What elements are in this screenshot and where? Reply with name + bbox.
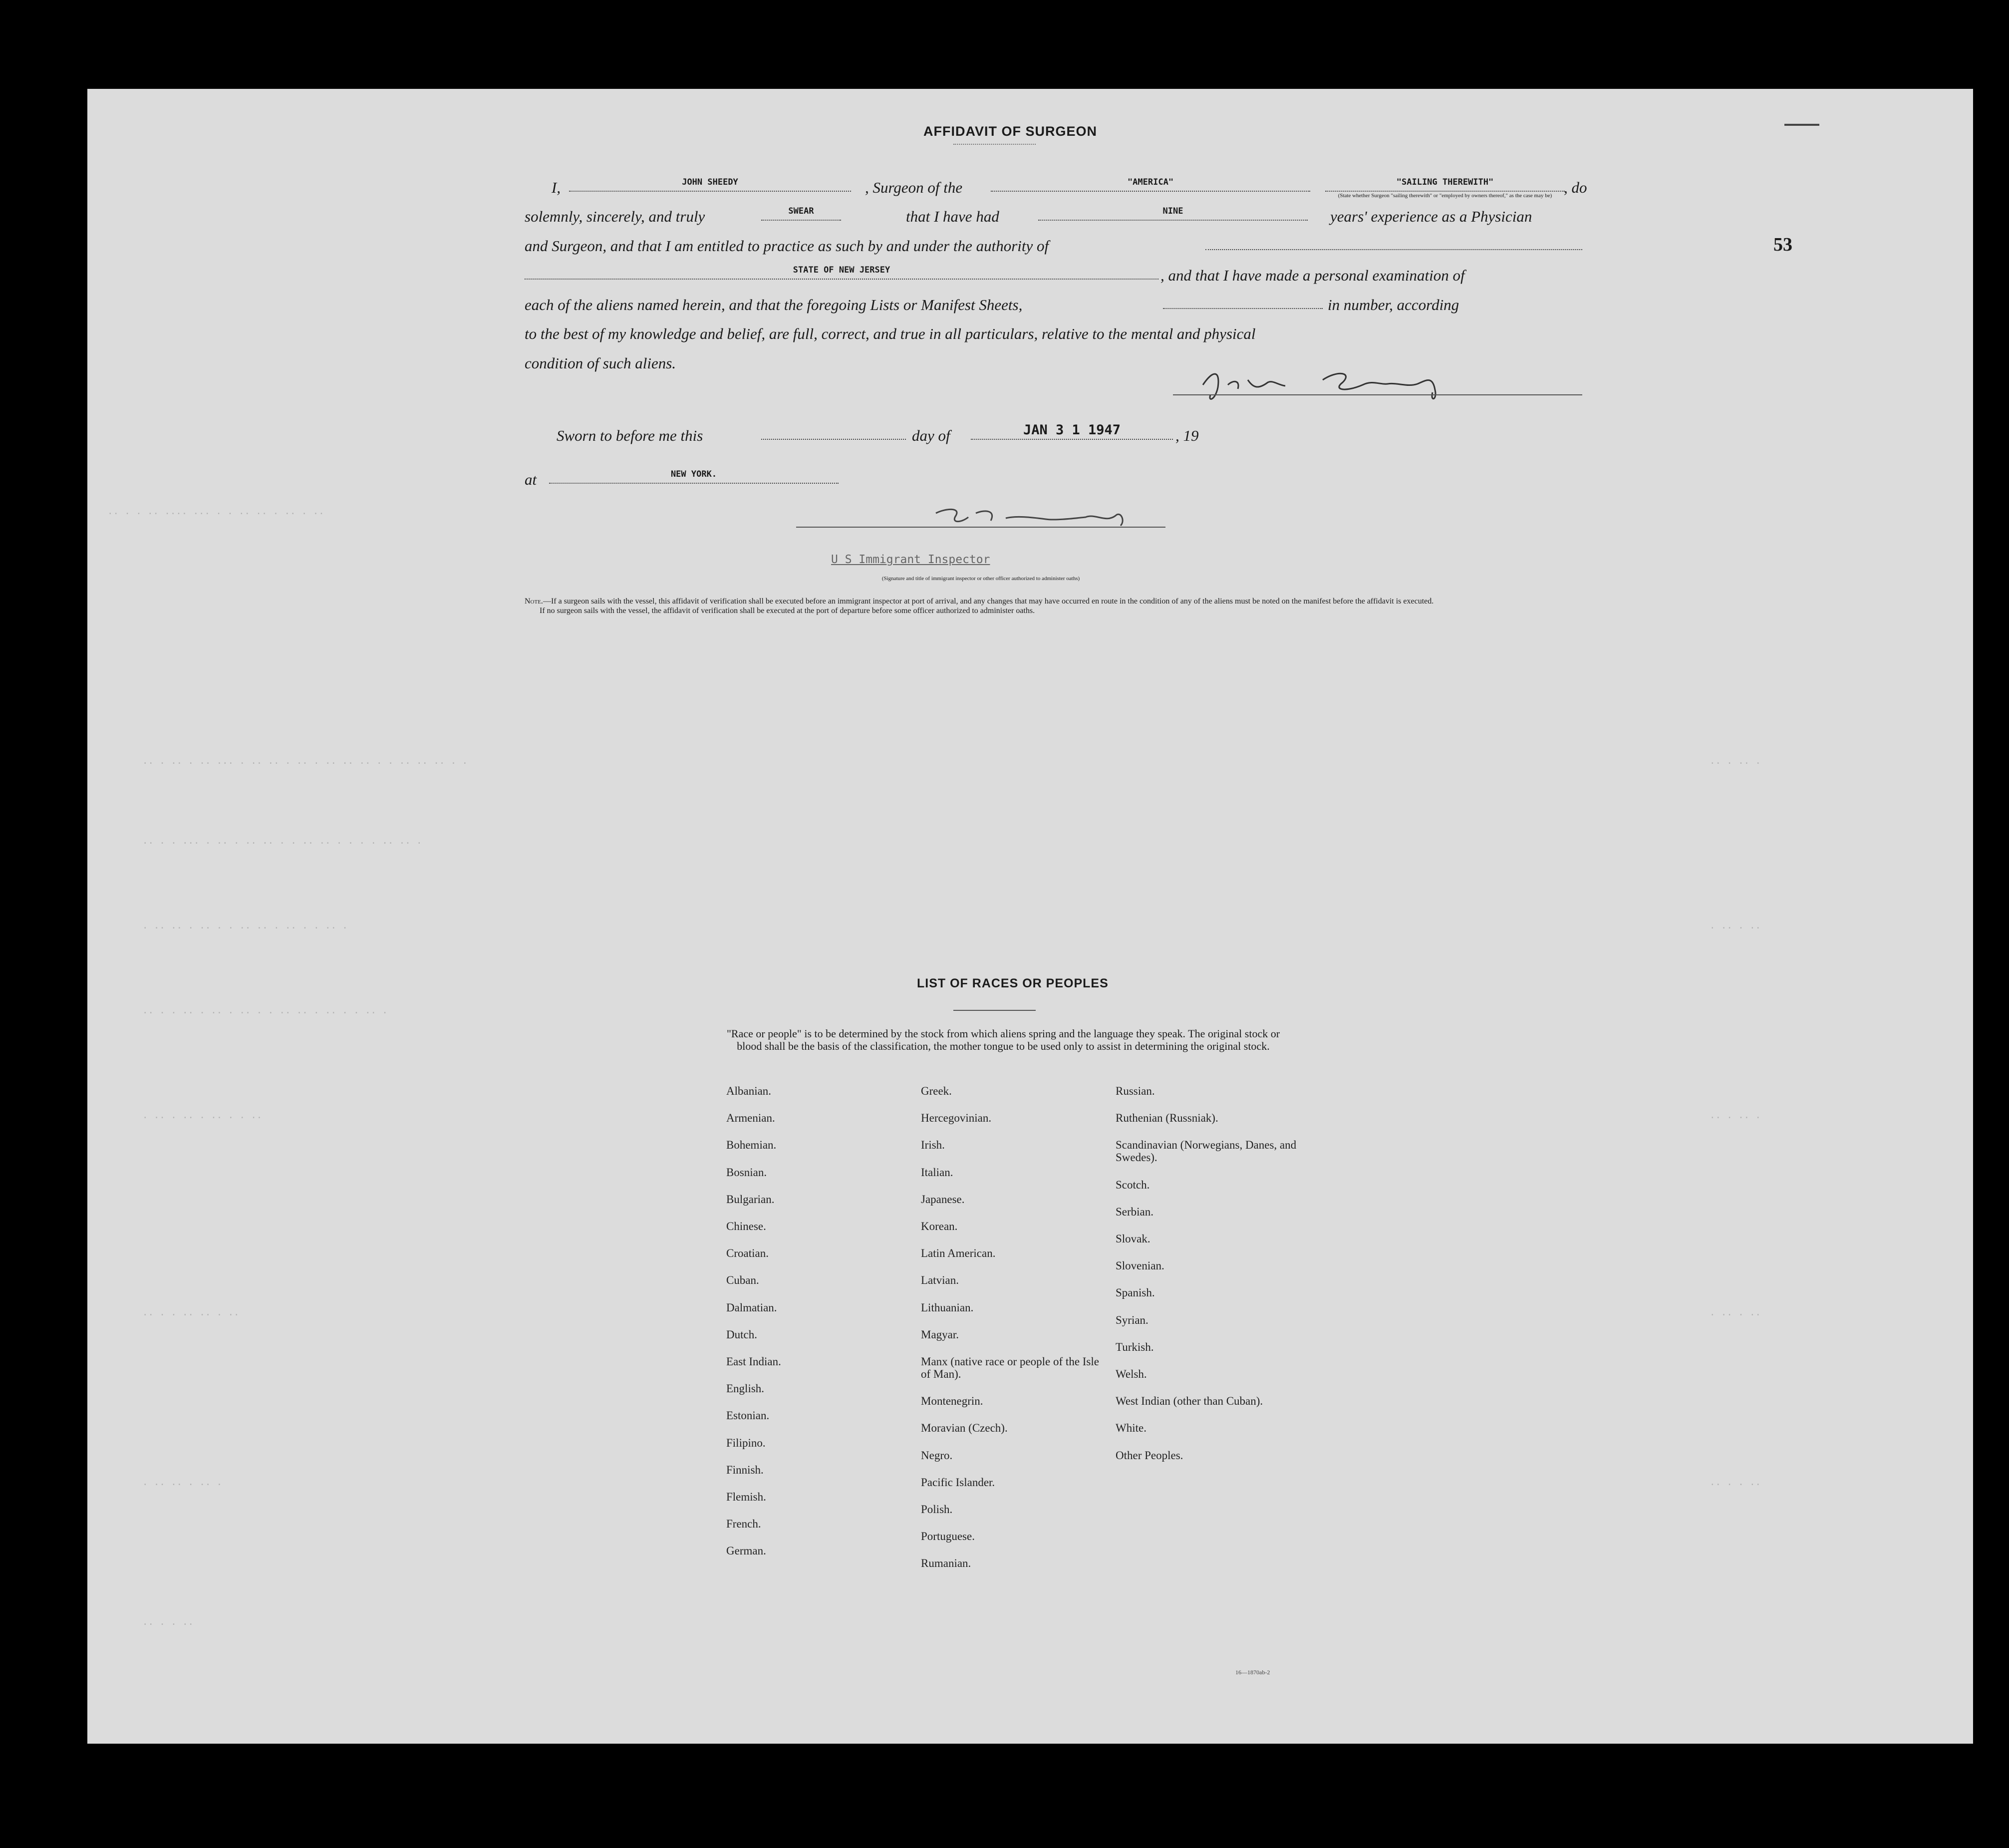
affidavit-text: condition of such aliens.	[525, 354, 676, 372]
bleed-through-text: .. . . .. .. . ..	[142, 1307, 240, 1318]
surgeon-signature	[1173, 371, 1582, 401]
races-column-2	[921, 1085, 1106, 1684]
race-item: West Indian (other than Cuban).	[1116, 1395, 1263, 1408]
race-item: Flemish.	[726, 1491, 766, 1503]
race-item: Bosnian.	[726, 1166, 767, 1179]
bleed-through-text: .. . . ..	[142, 1616, 194, 1627]
note-label: Note.	[525, 597, 543, 606]
affidavit-text: that I have had	[906, 208, 999, 225]
punch-hole	[47, 1206, 87, 1235]
affidavit-text: to the best of my knowledge and belief, are full, correct, and true in all particulars, relative to the mental and physical	[525, 325, 1256, 342]
race-item: Cuban.	[726, 1274, 759, 1287]
race-item: Bulgarian.	[726, 1193, 775, 1206]
race-item: Dalmatian.	[726, 1301, 777, 1314]
sailing-note: (State whether Surgeon "sailing therewith" or "employed by owners thereof," as the case may be)	[1338, 193, 1552, 199]
race-item: French.	[726, 1518, 761, 1531]
sworn-day-field[interactable]	[761, 424, 906, 440]
punch-hole	[47, 602, 87, 631]
race-item: White.	[1116, 1422, 1147, 1435]
race-item: Portuguese.	[921, 1530, 975, 1543]
inspector-signature	[796, 498, 1165, 533]
race-item: Japanese.	[921, 1193, 965, 1206]
race-item: English.	[726, 1382, 765, 1395]
race-item: Polish.	[921, 1503, 953, 1516]
place-field[interactable]: NEW YORK.	[549, 468, 839, 484]
punch-hole	[47, 1445, 87, 1475]
affidavit-text: , do	[1564, 179, 1587, 196]
note-text: —If a surgeon sails with the vessel, this affidavit of verification shall be executed before an immigrant inspector at port of arrival, and any changes that may have occurred en route in the condition of any of the aliens must be noted on the manifest before the affidavit is executed.	[543, 597, 1434, 606]
affidavit-text: solemnly, sincerely, and truly	[525, 208, 705, 225]
affidavit-text: years' experience as a Physician	[1330, 208, 1532, 225]
bleed-through-text: .. . . .. . .. . .. . . .. .. . .. . . .. .	[142, 1005, 388, 1016]
race-item: Bohemian.	[726, 1139, 777, 1152]
sworn-text: day of	[912, 427, 950, 444]
race-item: Dutch.	[726, 1328, 757, 1341]
bleed-through-text: .. . .. .	[1710, 755, 1761, 766]
affidavit-title: AFFIDAVIT OF SURGEON	[923, 124, 1097, 139]
authority-field[interactable]: STATE OF NEW JERSEY	[525, 264, 1158, 280]
race-item: Chinese.	[726, 1220, 766, 1232]
races-intro: "Race or people" is to be determined by the stock from which aliens spring and the language they speak. The original stock or blood shall be the basis of the classification, the mother tongue to be used only to assist in determining the original stock.	[726, 1027, 1280, 1052]
race-item: Latvian.	[921, 1274, 959, 1287]
bleed-through-text: .. . .. .	[1710, 1110, 1761, 1121]
race-item: Armenian.	[726, 1112, 775, 1125]
oath-field[interactable]: SWEAR	[761, 205, 841, 221]
race-item: Latin American.	[921, 1247, 996, 1260]
race-item: Ruthenian (Russniak).	[1116, 1112, 1218, 1125]
races-title-underline	[953, 1010, 1036, 1011]
race-item: German.	[726, 1544, 766, 1557]
race-item: Spanish.	[1116, 1286, 1155, 1299]
bleed-through-text: . .. . ..	[1710, 920, 1761, 931]
page-number: 53	[1773, 234, 1792, 255]
race-item: East Indian.	[726, 1355, 781, 1368]
affidavit-text: and Surgeon, and that I am entitled to practice as such by and under the authority of	[525, 237, 1049, 255]
race-item: Estonian.	[726, 1409, 770, 1422]
races-column-1	[726, 1085, 906, 1684]
inspector-caption: (Signature and title of immigrant inspector or other officer authorized to administer oaths)	[881, 576, 1080, 582]
vessel-field[interactable]: "AMERICA"	[991, 176, 1310, 192]
race-item: Russian.	[1116, 1085, 1155, 1097]
race-item: Rumanian.	[921, 1557, 971, 1570]
race-item: Croatian.	[726, 1247, 769, 1260]
surgeon-name-field[interactable]: JOHN SHEEDY	[569, 176, 851, 192]
note-text-2: If no surgeon sails with the vessel, the affidavit of verification shall be executed at the port of departure before some officer authorized to administer oaths.	[540, 607, 1035, 615]
race-item: Greek.	[921, 1085, 952, 1097]
affidavit-note	[525, 597, 1583, 616]
sheet-count-field[interactable]	[1163, 293, 1323, 309]
inspector-title: U S Immigrant Inspector	[831, 553, 990, 566]
punch-hole	[47, 1129, 87, 1159]
race-item: Turkish.	[1116, 1340, 1154, 1353]
race-item: Korean.	[921, 1220, 958, 1232]
punch-hole	[47, 1525, 87, 1555]
race-item: Finnish.	[726, 1463, 764, 1476]
form-number: 16—1870ab-2	[1235, 1669, 1270, 1676]
sworn-text: Sworn to before me this	[557, 427, 703, 444]
bleed-through-text: .. . . .. .... ... . . .. .. . .. . ..	[107, 506, 324, 517]
affidavit-text: each of the aliens named herein, and that the foregoing Lists or Manifest Sheets,	[525, 296, 1023, 313]
bleed-through-text: . .. . ..	[1710, 1307, 1761, 1318]
date-field[interactable]: JAN 3 1 1947	[971, 424, 1173, 440]
affidavit-text: , Surgeon of the	[865, 179, 963, 196]
race-item: Scandinavian (Norwegians, Danes, and Swedes).	[1116, 1139, 1297, 1164]
race-item: Pacific Islander.	[921, 1476, 995, 1489]
bleed-through-text: . .. . .. . .. . . ..	[142, 1110, 263, 1121]
race-item: Other Peoples.	[1116, 1449, 1183, 1462]
races-column-3	[1116, 1085, 1305, 1684]
affidavit-text: I,	[552, 179, 561, 196]
race-item: Manx (native race or people of the Isle of Man).	[921, 1355, 1099, 1380]
race-item: Filipino.	[726, 1436, 766, 1449]
affidavit-text: , and that I have made a personal examination of	[1160, 267, 1465, 284]
race-item: Lithuanian.	[921, 1301, 974, 1314]
race-item: Scotch.	[1116, 1178, 1150, 1191]
race-item: Hercegovinian.	[921, 1112, 992, 1125]
race-item: Negro.	[921, 1449, 953, 1462]
races-title: LIST OF RACES OR PEOPLES	[917, 976, 1109, 990]
punch-hole	[47, 683, 87, 713]
punch-hole	[47, 280, 87, 309]
race-item: Syrian.	[1116, 1313, 1148, 1326]
at-text: at	[525, 471, 537, 488]
punch-hole	[47, 359, 87, 389]
race-item: Slovenian.	[1116, 1259, 1164, 1272]
bleed-through-text: .. . . ..	[1710, 1477, 1761, 1488]
affidavit-text: in number, according	[1328, 296, 1459, 313]
title-underline	[953, 144, 1036, 145]
sailing-field[interactable]: "SAILING THEREWITH"	[1325, 176, 1565, 192]
corner-mark	[1784, 124, 1819, 126]
bleed-through-text: .. . .. . .. ... . .. .. . .. . .. .. .. . . .. .. .. . .	[142, 755, 468, 766]
race-item: Montenegrin.	[921, 1395, 983, 1408]
bleed-through-text: .. . . ... . .. . .. .. . . .. .. . . . . .. .. .	[142, 835, 422, 846]
race-item: Welsh.	[1116, 1368, 1147, 1380]
bleed-through-text: . .. .. . .. .	[142, 1477, 223, 1488]
bleed-through-text: . .. .. . .. . . .. .. . .. . . .. .	[142, 920, 348, 931]
race-item: Serbian.	[1116, 1205, 1154, 1218]
race-item: Magyar.	[921, 1328, 959, 1341]
authority-blank-field[interactable]	[1205, 234, 1582, 250]
race-item: Albanian.	[726, 1085, 772, 1097]
manifest-page	[87, 89, 1973, 1744]
race-item: Irish.	[921, 1139, 945, 1152]
years-field[interactable]: NINE	[1038, 205, 1308, 221]
race-item: Italian.	[921, 1166, 953, 1179]
race-item: Slovak.	[1116, 1232, 1150, 1245]
sworn-text: , 19	[1175, 427, 1199, 444]
race-item: Moravian (Czech).	[921, 1422, 1008, 1435]
